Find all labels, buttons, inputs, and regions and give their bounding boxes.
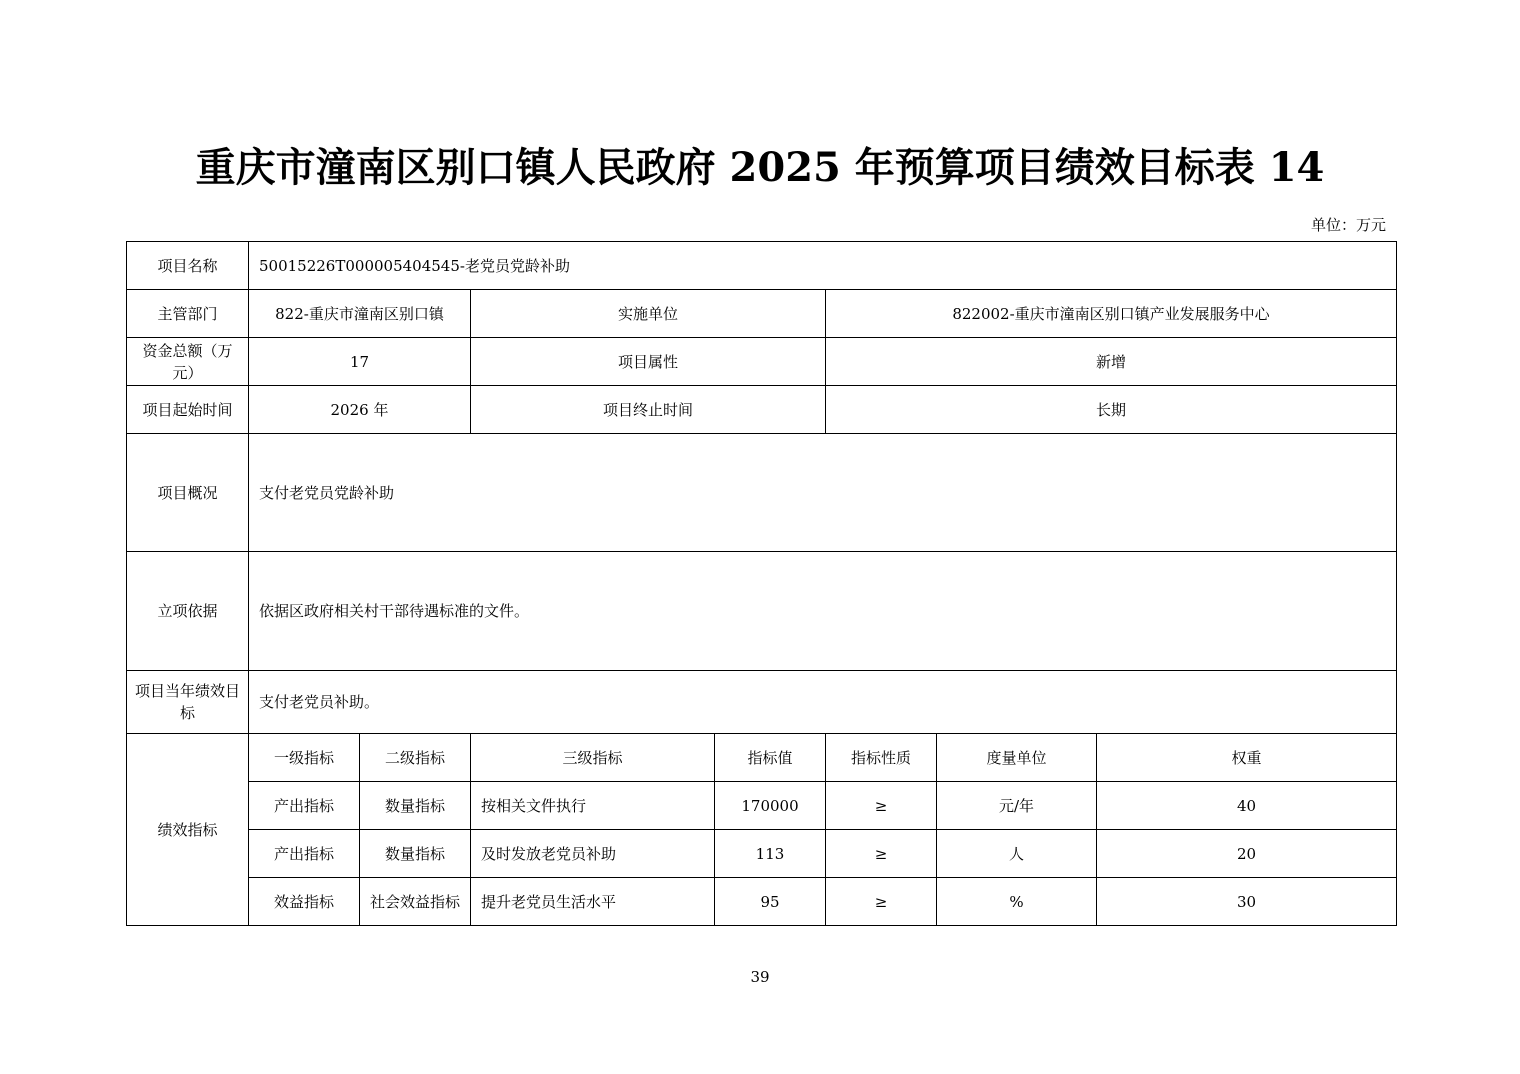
label-end-time: 项目终止时间: [471, 386, 826, 434]
label-overview: 项目概况: [127, 434, 249, 552]
label-department: 主管部门: [127, 290, 249, 338]
label-basis: 立项依据: [127, 552, 249, 671]
cell-nature: ≥: [826, 782, 937, 830]
cell-level2: 数量指标: [360, 782, 471, 830]
cell-level1: 产出指标: [249, 830, 360, 878]
header-unit: 度量单位: [937, 734, 1097, 782]
label-start-time: 项目起始时间: [127, 386, 249, 434]
row-project-name: [127, 242, 1397, 290]
indicator-header-row: [127, 734, 1397, 782]
cell-value: 95: [715, 878, 826, 926]
cell-unit: 元/年: [937, 782, 1097, 830]
cell-weight: 40: [1097, 782, 1397, 830]
header-value: 指标值: [715, 734, 826, 782]
row-basis: [127, 552, 1397, 671]
indicator-row: [127, 782, 1397, 830]
unit-note: 单位：万元: [1310, 216, 1386, 234]
value-department: 822-重庆市潼南区别口镇: [249, 290, 471, 338]
row-time: [127, 386, 1397, 434]
value-project-name: 50015226T000005404545-老党员党龄补助: [249, 242, 1397, 290]
page-number: 39: [750, 968, 770, 986]
value-project-attribute: 新增: [826, 338, 1397, 386]
header-weight: 权重: [1097, 734, 1397, 782]
label-project-name: 项目名称: [127, 242, 249, 290]
cell-nature: ≥: [826, 878, 937, 926]
cell-nature: ≥: [826, 830, 937, 878]
cell-level3: 按相关文件执行: [471, 782, 715, 830]
label-implementing-unit: 实施单位: [471, 290, 826, 338]
cell-weight: 20: [1097, 830, 1397, 878]
row-overview: [127, 434, 1397, 552]
cell-level1: 效益指标: [249, 878, 360, 926]
cell-level1: 产出指标: [249, 782, 360, 830]
cell-level3: 及时发放老党员补助: [471, 830, 715, 878]
header-level1: 一级指标: [249, 734, 360, 782]
cell-value: 170000: [715, 782, 826, 830]
cell-weight: 30: [1097, 878, 1397, 926]
header-nature: 指标性质: [826, 734, 937, 782]
value-fund-total: 17: [249, 338, 471, 386]
cell-unit: 人: [937, 830, 1097, 878]
header-level3: 三级指标: [471, 734, 715, 782]
row-fund: [127, 338, 1397, 386]
page-title: 重庆市潼南区别口镇人民政府 2025 年预算项目绩效目标表 14: [195, 144, 1325, 191]
budget-performance-table: [126, 241, 1397, 926]
value-overview: 支付老党员党龄补助: [249, 434, 1397, 552]
value-end-time: 长期: [826, 386, 1397, 434]
cell-level2: 社会效益指标: [360, 878, 471, 926]
label-fund-total: 资金总额（万元）: [127, 338, 249, 386]
label-performance-indicators: 绩效指标: [127, 734, 249, 926]
header-level2: 二级指标: [360, 734, 471, 782]
indicator-row: [127, 878, 1397, 926]
cell-level2: 数量指标: [360, 830, 471, 878]
cell-unit: %: [937, 878, 1097, 926]
value-basis: 依据区政府相关村干部待遇标准的文件。: [249, 552, 1397, 671]
row-goal: [127, 671, 1397, 734]
cell-level3: 提升老党员生活水平: [471, 878, 715, 926]
indicator-row: [127, 830, 1397, 878]
value-annual-goal: 支付老党员补助。: [249, 671, 1397, 734]
row-department: [127, 290, 1397, 338]
cell-value: 113: [715, 830, 826, 878]
value-implementing-unit: 822002-重庆市潼南区别口镇产业发展服务中心: [826, 290, 1397, 338]
value-start-time: 2026 年: [249, 386, 471, 434]
label-project-attribute: 项目属性: [471, 338, 826, 386]
label-annual-goal: 项目当年绩效目标: [127, 671, 249, 734]
